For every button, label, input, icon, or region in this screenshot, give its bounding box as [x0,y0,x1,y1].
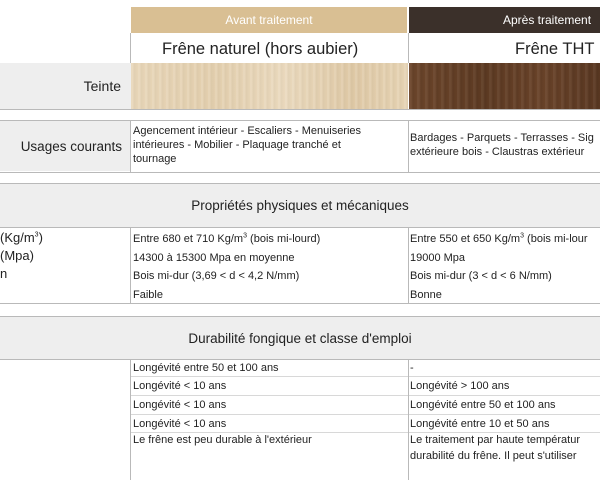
header-before-label: Avant traitement [225,13,313,27]
durability-natural-row: Longévité < 10 ans [133,399,227,411]
usages-natural [133,124,407,166]
usages-natural-line: Agencement intérieur - Escaliers - Menuiseries [133,125,362,137]
teinte-label: Teinte [83,78,121,94]
usages-natural-line: intérieures - Mobilier - Plaquage tranché et [133,139,341,151]
hardness-label: n [0,266,8,281]
header-after-label: Après traitement [503,13,592,27]
divider [408,228,409,303]
durability-natural-row: Longévité < 10 ans [133,418,227,430]
hardness-natural: Bois mi-dur (3,69 < d < 4,2 N/mm) [133,270,300,282]
usages-natural-line: tournage [133,153,177,165]
divider [0,109,600,110]
density-treated: Entre 550 et 650 $Kg/m^3$ (bois mi-lour [410,232,588,245]
elasticity-treated: 19000 Mpa [410,251,466,264]
durability-treated-row: Le traitement par haute températur [410,434,580,446]
divider [408,33,409,63]
divider [409,395,600,396]
divider [131,432,408,433]
swatch-treated-ash [409,63,600,109]
physical-natural-values [133,230,320,304]
species-treated-title: Frêne THT [515,39,595,58]
species-natural-title: Frêne naturel (hors aubier) [162,39,359,58]
density-natural: Entre 680 et 710 $Kg/m^3$ (bois mi-lourd) [133,232,321,245]
usages-treated [410,131,600,159]
durability-treated-row: Longévité > 100 ans [410,380,510,392]
physical-labels [0,229,43,283]
durability-treated-row: - [410,362,414,374]
swatch-natural-ash [131,63,408,109]
divider [131,376,408,377]
section-durability-title: Durabilité fongique et classe d'emploi [0,317,600,359]
divider [130,360,131,480]
hardness-treated: Bois mi-dur (3 < d < 6 N/mm) [410,270,552,282]
durability-treated-row: Longévité entre 50 et 100 ans [410,399,556,411]
density-label: $(Kg/m^3)$ [0,230,43,245]
durability-natural-row: Le frêne est peu durable à l'extérieur [133,434,312,446]
usages-treated-line: extérieure bois - Claustras extérieur [410,146,585,158]
durability-treated-column [409,360,600,480]
divider [130,120,131,172]
stability-natural: Faible [133,288,163,301]
usages-label: Usages courants [20,138,122,154]
divider [130,33,131,63]
divider [0,303,600,304]
divider [0,172,600,173]
elasticity-natural: 14300 à 15300 Mpa en moyenne [133,251,295,264]
header-before-treatment [131,7,407,33]
durability-treated-row: Longévité entre 10 et 50 ans [410,418,550,430]
elasticity-label: (Mpa) [0,248,34,263]
divider [0,227,600,228]
section-physical-title: Propriétés physiques et mécaniques [0,184,600,227]
divider [408,120,409,172]
durability-natural-row: Longévité < 10 ans [133,380,227,392]
divider [409,376,600,377]
divider [409,432,600,433]
usages-treated-line: Bardages - Parquets - Terrasses - Sig [410,132,594,144]
divider [131,395,408,396]
durability-natural-row: Longévité entre 50 et 100 ans [133,362,279,374]
divider [130,228,131,303]
header-after-treatment [409,7,600,33]
divider [409,414,600,415]
stability-treated: Bonne [410,288,442,301]
durability-treated-row: durabilité du frêne. Il peut s'utiliser [410,450,577,462]
divider [131,414,408,415]
physical-treated-values [410,230,600,304]
